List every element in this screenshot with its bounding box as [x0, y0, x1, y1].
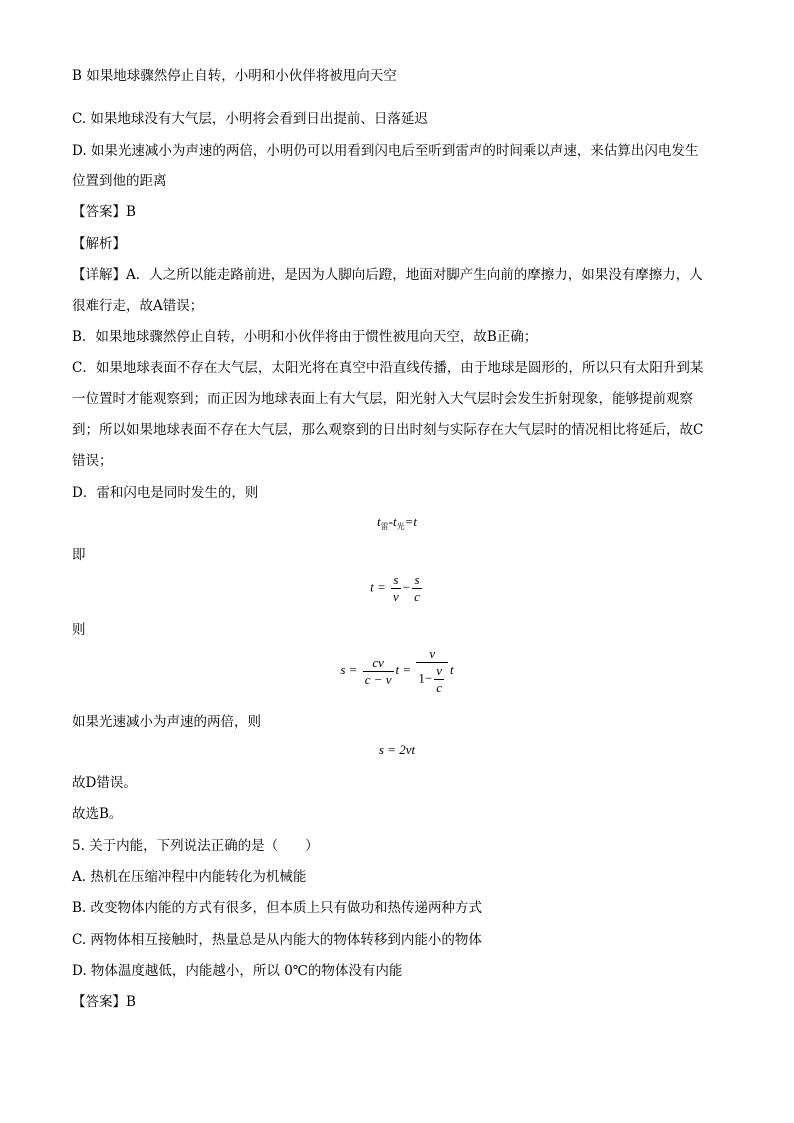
equation-2	[0, 572, 794, 605]
q5-option-b: B. 改变物体内能的方式有很多，但本质上只有做功和热传递两种方式	[72, 900, 483, 916]
d-wrong: 故D错误。	[72, 775, 137, 791]
detail-a-line1: 【详解】A．人之所以能走路前进，是因为人脚向后蹬，地面对脚产生向前的摩擦力，如果没有摩擦力，人	[72, 267, 703, 283]
ze-text: 则	[72, 622, 86, 638]
q5-option-a: A. 热机在压缩冲程中内能转化为机械能	[72, 869, 307, 885]
detail-b-line: B．如果地球骤然停止自转，小明和小伙伴将由于惯性被甩向天空，故B正确；	[72, 329, 538, 345]
eq3-inner-num: v	[436, 663, 443, 678]
q4-option-c: C. 如果地球没有大气层，小明将会看到日出提前、日落延迟	[72, 111, 428, 127]
eq3-frac-2	[416, 646, 448, 696]
eq3-num2: v	[429, 646, 436, 661]
eq3-inner-den: c	[436, 680, 443, 695]
answer5-label: 【答案】	[72, 994, 126, 1010]
eq2-minus: −	[402, 579, 411, 595]
detail-d-line: D．雷和闪电是同时发生的，则	[72, 485, 259, 501]
q4-option-d-line1: D. 如果光速减小为声速的两倍，小明仍可以用看到闪电后至听到雷声的时间乘以声速，来估算出闪电发生	[72, 143, 699, 159]
if-text: 如果光速减小为声速的两倍，则	[72, 714, 261, 730]
eq3-t2: t	[450, 661, 454, 677]
eq3-frac-1	[363, 655, 394, 688]
eq3-den1: c − v	[364, 671, 392, 687]
eq2-frac-2	[412, 572, 422, 605]
q5-option-d: D. 物体温度越低，内能越小，所以 0℃的物体没有内能	[72, 963, 403, 979]
eq2-frac-1	[391, 572, 401, 605]
detail-c-line2: 一位置时才能观察到；而正因为地球表面上有大气层，阳光射入大气层时会发生折射现象，能够提前观察	[72, 391, 693, 407]
eq3-num1: cv	[372, 654, 384, 670]
q5-option-c: C. 两物体相互接触时，热量总是从内能大的物体转移到内能小的物体	[72, 932, 482, 948]
eq1-t2: t	[392, 514, 397, 529]
q5-answer	[72, 992, 734, 1012]
q4-option-d-line2: 位置到他的距离	[72, 173, 167, 189]
answer5-value: B	[126, 994, 136, 1010]
q4-option-b: B 如果地球骤然停止自转，小明和小伙伴将被甩向天空	[72, 68, 397, 84]
eq3-t1: t =	[395, 661, 412, 677]
q5-stem: 5. 关于内能，下列说法正确的是（ ）	[72, 838, 319, 854]
eq1-minus: -	[388, 514, 393, 529]
choose-text: 故选B。	[72, 806, 123, 822]
eq2-lhs: t =	[370, 579, 386, 595]
eq3-lhs: s =	[340, 661, 358, 677]
equation-4: s = 2vt	[378, 742, 416, 757]
equation-3	[0, 646, 794, 696]
equation-1	[0, 514, 794, 532]
detail-c-line4: 错误；	[72, 453, 113, 469]
detail-c-line1: C．如果地球表面不存在大气层，太阳光将在真空中沿直线传播，由于地球是圆形的，所以只有太阳升到某	[72, 360, 704, 376]
answer-label: 【答案】	[72, 204, 126, 220]
answer-value: B	[126, 204, 136, 220]
q4-answer	[72, 202, 734, 222]
eq1-sub2: 光	[396, 522, 405, 531]
analysis-label	[72, 234, 734, 254]
detail-a-line2: 很难行走，故A错误；	[72, 298, 204, 314]
eq1-sub1: 雷	[380, 522, 389, 531]
eq2-den2: c	[414, 589, 420, 604]
analysis-label-text: 【解析】	[72, 236, 126, 252]
eq2-num2: s	[414, 572, 420, 587]
eq1-rhs: =t	[404, 514, 417, 529]
eq3-den2	[416, 662, 448, 696]
eq3-inner-frac	[434, 663, 444, 696]
ji-text: 即	[72, 547, 86, 563]
eq1-t1: t	[377, 514, 381, 529]
eq2-den1: v	[392, 589, 399, 604]
eq2-num1: s	[393, 572, 399, 587]
eq3-den2-one: 1−	[418, 670, 433, 686]
detail-c-line3: 到；所以如果地球表面不存在大气层，那么观察到的日出时刻与实际存在大气层时的情况相比将延后，故C	[72, 422, 704, 438]
